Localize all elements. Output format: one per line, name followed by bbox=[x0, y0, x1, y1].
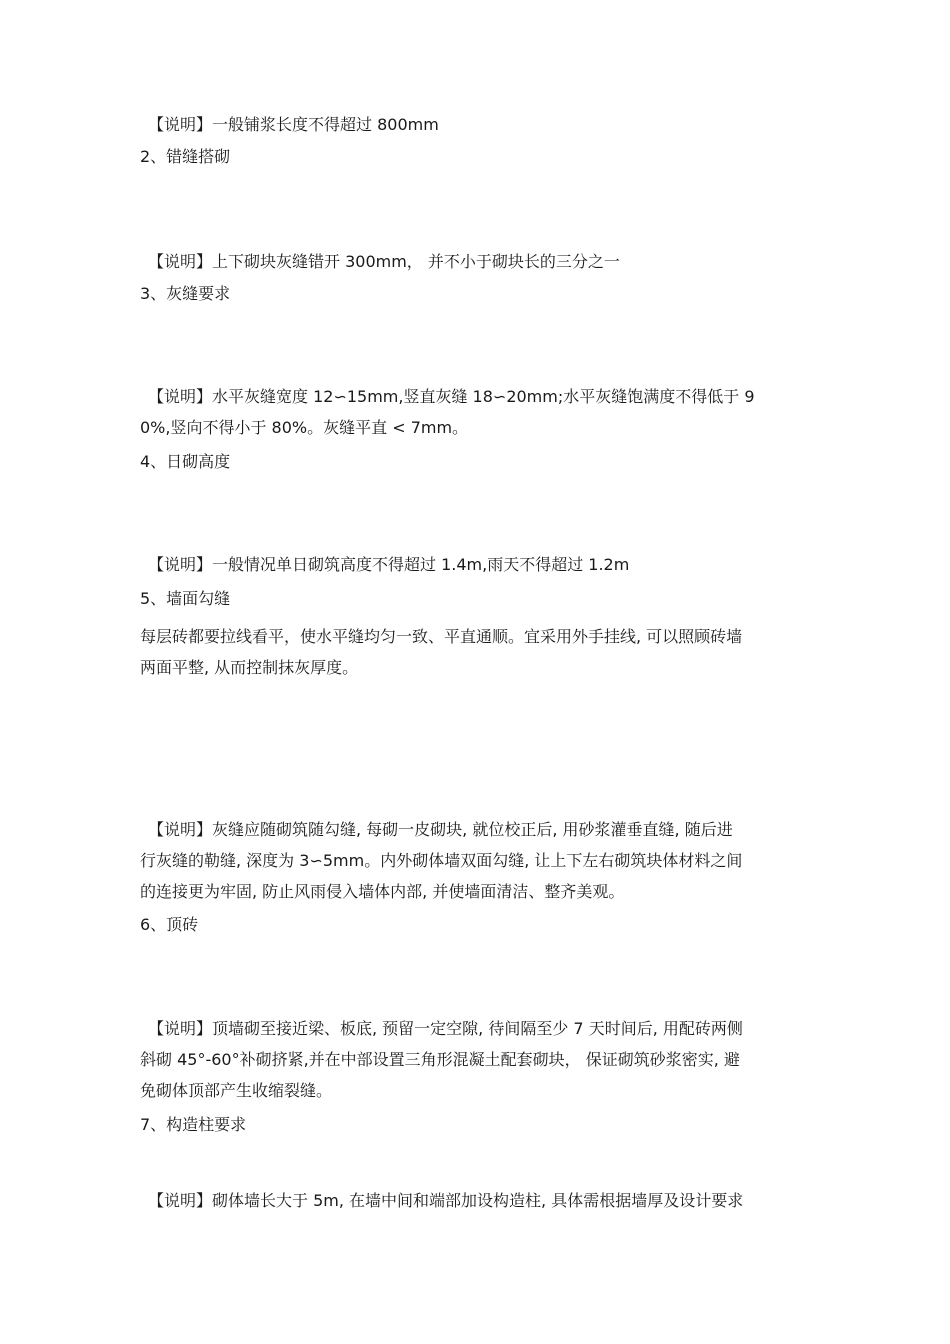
note-pointing-line1: 【说明】灰缝应随砌筑随勾缝, 每砌一皮砌块, 就位校正后, 用砂浆灌垂直缝, 随后进 bbox=[148, 820, 733, 839]
heading-structural-column: 7、构造柱要求 bbox=[140, 1115, 247, 1134]
body-pointing-line2: 两面平整, 从而控制抹灰厚度。 bbox=[140, 658, 359, 677]
note-top-brick-line2: 斜砌 45°-60°补砌挤紧,并在中部设置三角形混凝土配套砌块， 保证砌筑砂浆密实, 避 bbox=[140, 1050, 740, 1069]
note-pointing-line3: 的连接更为牢固, 防止风雨侵入墙体内部, 并使墙面清洁、整齐美观。 bbox=[140, 882, 625, 901]
note-joint-width-line2: 0%,竖向不得小于 80%。灰缝平直 < 7mm。 bbox=[140, 418, 469, 437]
heading-wall-pointing: 5、墙面勾缝 bbox=[140, 589, 231, 608]
heading-mortar-joint-requirements: 3、灰缝要求 bbox=[140, 284, 231, 303]
note-pointing-line2: 行灰缝的勒缝, 深度为 3∽5mm。内外砌体墙双面勾缝, 让上下左右砌筑块体材料之间 bbox=[140, 851, 743, 870]
heading-top-brick: 6、顶砖 bbox=[140, 915, 199, 934]
body-pointing-line1: 每层砖都要拉线看平，使水平缝均匀一致、平直通顺。宜采用外手挂线, 可以照顾砖墙 bbox=[140, 627, 743, 646]
note-top-brick-line1: 【说明】顶墙砌至接近梁、板底, 预留一定空隙, 待间隔至少 7 天时间后, 用配砖两侧 bbox=[148, 1019, 743, 1038]
heading-daily-height: 4、日砌高度 bbox=[140, 452, 231, 471]
note-structural-column: 【说明】砌体墙长大于 5m, 在墙中间和端部加设构造柱, 具体需根据墙厚及设计要求 bbox=[148, 1191, 744, 1210]
note-top-brick-line3: 免砌体顶部产生收缩裂缝。 bbox=[140, 1081, 333, 1100]
note-paving-length: 【说明】一般铺浆长度不得超过 800mm bbox=[148, 115, 439, 134]
note-daily-height: 【说明】一般情况单日砌筑高度不得超过 1.4m,雨天不得超过 1.2m bbox=[148, 555, 630, 574]
heading-staggered-joints: 2、错缝搭砌 bbox=[140, 147, 231, 166]
note-joint-width-line1: 【说明】水平灰缝宽度 12∽15mm,竖直灰缝 18∽20mm;水平灰缝饱满度不得低于 9 bbox=[148, 387, 755, 406]
note-joint-offset: 【说明】上下砌块灰缝错开 300mm， 并不小于砌块长的三分之一 bbox=[148, 252, 620, 271]
